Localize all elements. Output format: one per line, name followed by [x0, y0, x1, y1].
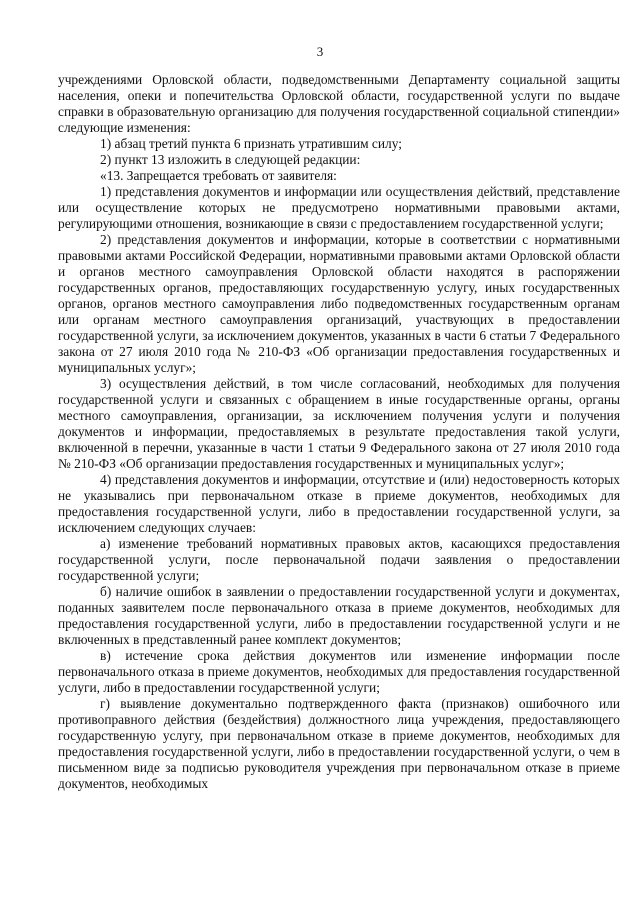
page-number: 3	[316, 44, 324, 59]
paragraph-4: «13. Запрещается требовать от заявителя:	[100, 168, 337, 183]
document-body	[58, 72, 620, 792]
paragraph-8: 4) представления документов и информации, отсутствие и (или) недостоверность которых не указывались при первоначальном отказе в приеме документов, необходимых для предоставления государственной услуги, либо в предоставлении государственной услуги, за исключением следующих случаев:	[58, 472, 620, 535]
paragraph-12: г) выявление документально подтвержденного факта (признаков) ошибочного или противоправного действия (бездействия) должностного лица учреждения, предоставляющего государственную услугу, при первоначальном отказе в приеме документов, необходимых для предоставления государственной услуги, либо в предоставлении государственной услуги, о чем в письменном виде за подписью руководителя учреждения при первоначальном отказе в приеме документов, необходимых	[58, 696, 620, 791]
paragraph-6: 2) представления документов и информации, которые в соответствии с нормативными правовыми актами Российской Федерации, нормативными правовыми актами Орловской области и органов местного самоуправления Орловской области находятся в распоряжении государственных органов, предоставляющих государственную услугу, иных государственных органов, органов местного самоуправления либо подведомственных государственным органам или органам местного самоуправления организаций, участвующих в предоставлении государственной услуги, за исключением документов, указанных в части 6 статьи 7 Федерального закона от 27 июля 2010 года № 210-ФЗ «Об организации предоставления государственных и муниципальных услуг»;	[58, 232, 620, 375]
paragraph-2: 1) абзац третий пункта 6 признать утратившим силу;	[100, 136, 402, 151]
paragraph-11: в) истечение срока действия документов или изменение информации после первоначального отказа в приеме документов, необходимых для предоставления государственной услуги, либо в предоставлении государственной услуги;	[58, 648, 620, 695]
paragraph-10: б) наличие ошибок в заявлении о предоставлении государственной услуги и документах, поданных заявителем после первоначального отказа в приеме документов, необходимых для предоставления государственной услуги, либо в предоставлении государственной услуги и не включенных в представленный ранее комплект документов;	[58, 584, 620, 647]
paragraph-3: 2) пункт 13 изложить в следующей редакции:	[100, 152, 361, 167]
paragraph-7: 3) осуществления действий, в том числе согласований, необходимых для получения государственной услуги и связанных с обращением в иные государственные органы, органы местного самоуправления, организации, за исключением получения услуги и получения документов и информации, предоставляемых в результате предоставления такой услуги, включенной в перечни, указанные в части 1 статьи 9 Федерального закона от 27 июля 2010 года № 210-ФЗ «Об организации предоставления государственных и муниципальных услуг»;	[58, 376, 620, 471]
paragraph-9: а) изменение требований нормативных правовых актов, касающихся предоставления государственной услуги, после первоначальной подачи заявления о предоставлении государственной услуги;	[58, 536, 620, 583]
paragraph-5: 1) представления документов и информации или осуществления действий, представление или осуществление которых не предусмотрено нормативными правовыми актами, регулирующими отношения, возникающие в связи с предоставлением государственной услуги;	[58, 184, 620, 231]
paragraph-1: учреждениями Орловской области, подведомственными Департаменту социальной защиты населения, опеки и попечительства Орловской области, государственной услуги по выдаче справки в образовательную организацию для получения государственной социальной стипендии» следующие изменения:	[58, 72, 620, 135]
